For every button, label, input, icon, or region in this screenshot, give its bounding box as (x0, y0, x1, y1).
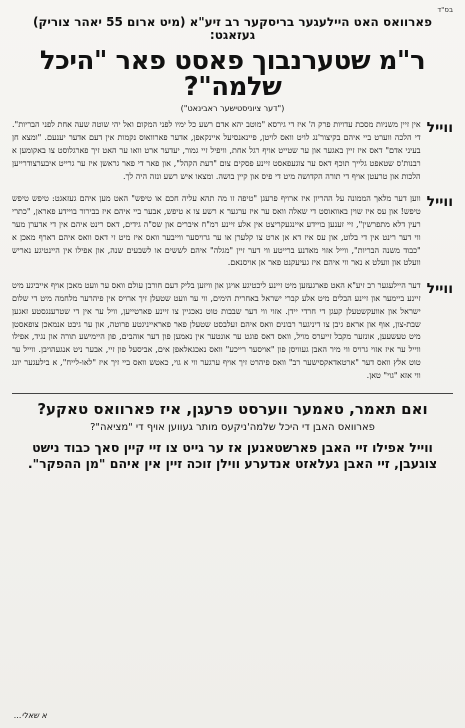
header-mark: בס"ד (437, 6, 453, 14)
divider (12, 393, 453, 394)
section-1 (12, 119, 453, 183)
section-1-drop-word: ווייל (426, 120, 453, 137)
question-headline: ואם תאמר, טאמער ווערסט פרעגן, איז פארוואס טאקע? (37, 399, 428, 418)
headline-title: ר"מ שטערנבוך פאסט פאר "היכל שלמה"? (39, 46, 426, 103)
section-2-drop-word: ווייל (426, 194, 453, 211)
section-3-paragraph: דער היילעגער רב זיע"א האט פארגעזען מיט זיינע ליכטיגע אויגן און וויזען בליק דעם חורבן עולם וואס ער וועט מאכן אויף אייביגע מיט זיינע ביימער און זיינע הבלים מיט אלע קברי ישראל באחרית הימים, ווי ער וועט שטעלן זיך ארויס אין פיהרער מלחמה מיט די שלום ישראל און אוועקשטעלן קעגן די חרדי יידן. אזוי ווי דער שבבות טוט נאכגיין צו זיינע פארטייען, וויל ער אין די שטרענגסטע זאגען שבת-צון, אוף און אראפ גיבן צו דיניגער רבונים וואס איהם זעלבסט שטעלן פאר פאראייניגטע פרוטה, און ער גיבט אנמאכן צופאסטן מיט טעשעען, אונזער מקבל זייערס מויל, וואס דאס פוגט ער אונטער אין נאמען פון דער אוהבים, פון היימישע תורה און נגיד, אפילו ווייל ער איז אזוי גרויס ווי מיר האבן געוויסן פון "אויסער רייכע" וואס נאכגאלאפן אים, אביסעל פון זיי, אבער ניט אנגעהויבן. ווייל ער טוט אלץ וואס דער "ארטאדאקסישער רב" וואס פיהרט זיך אויף ערגער ווי א גוי, כאטש וואס ביי זיך איז "לאו-לייח", א בילעגער יונג ווי אזא "גוי" טאן. (12, 281, 421, 380)
section-3-drop-word: ווייל (426, 281, 453, 298)
kicker-line: פארוואס האט היילעגער בריסקער רב זיע"א (מיט ארום 55 יאהר צוריק) געזאגט: (33, 15, 432, 43)
section-1-paragraph: אין זיין משניות מסכת עדויות פרק ה' איז די גירסא "מוטב יהא אדם רשע כל ימיו לפני המקום ואל יהי שוטה שעה אחת לפני הבריות". די הלכה ווערט ביי איהם בקיצור'נג לויט וואס לויטן, פיינאנסיעל איינקאפן, אדער פארוואוס נקמות אין דעם אדער יענעם. "ומצא חן בעיני אדם" דאס איז זיין באגער און ער שטייט אויף רגל אחת, וויפיל זיי גמור, יעדער ארט וואו ער האט זיך פארגלוסט צו באקומען א רבנות'ס שטאפט גלייך תוכף דאס ער צוגעפאסט זיינע פסקים צום "דעת הקהל", און פאר די פאר גראשן איז ער גרייט איבערצודרייען הלכות און טרעטן אויף די תורה הקדושה מיט די פיס און קיין בושה. ומצאו איש רשע ונזה היה לך. (12, 120, 421, 181)
section-2-paragraph: ווען דער מלאך הממונה על ההריון איז ארויף פרעגן "טיפה זו מה תהא עליה חכם או טיפש" האט מען איהם געזאגט: טיפש טיפש טיפש! און עס איז שוין באוואוסט די שאלה וואס ער איז ערגער א רשע צו א טיפש, אבער ביי איהם איז בבירור בויידע פאראן, "כתרי רעין דלא מתפרשין", זיי זענען בויידע איינגעקריצט אין אלע זיינע רמ"ח איברים און שס"ה גידים, דאס רינט איהם אין די אדערן מער ווי דער רינט אין די בלוט, און עס איז דא אן ארט צו קלערן או ער גרויסער ווייבער וואס איז מיט זי דאס וואס איהם דארף מאכן א "כבוד משנה הבריות", ווייל אזוי מאדנע ברייטע ווי דער זיין "מגלה" איהם לששים או לשבעים שנה, און אפילו אין היינטיגע נאריש וועלט און וועלט א נאר ווי איהם איז געיעקנט פאר אן אויסנאם. (12, 194, 421, 268)
signature: א שאלי... (14, 711, 47, 720)
closing-statement: ווייל אפילו זיי האבן פארשטאנען אז ער גייט צו זיי קיין סאך כבוד נישט צוגעבן, זיי האבן געלאזט אנדערע ווילן זוכה זיין אין איהם "מן ההפקר". (27, 439, 438, 472)
section-3 (12, 280, 453, 382)
question-sub: פארוואס האבן די היכל שלמה'ניקעס מותר געווען אויף די "מציאה"? (90, 421, 375, 433)
byline: ("דער ציוניסטישער ראבינאט") (180, 104, 285, 114)
section-2 (12, 193, 453, 270)
